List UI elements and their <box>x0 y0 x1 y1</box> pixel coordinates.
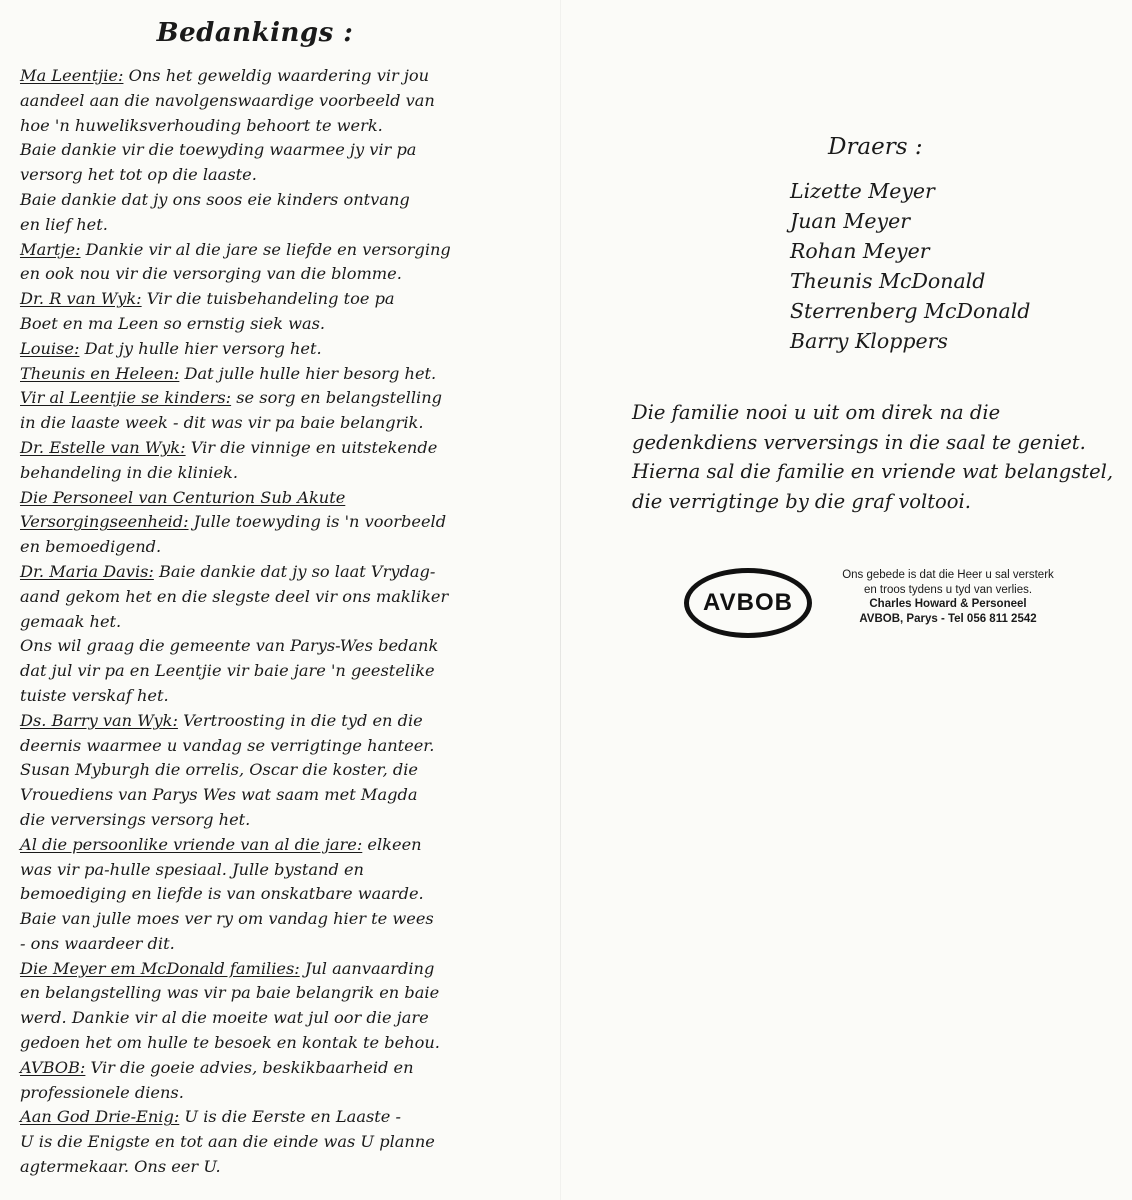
thanks-title: Bedankings : <box>156 18 354 48</box>
bearer-name: Rohan Meyer <box>790 239 930 263</box>
thanks-paragraph <box>20 64 550 238</box>
bearers-list <box>790 176 1030 356</box>
thanks-panel <box>20 18 550 1180</box>
bearer-name: Lizette Meyer <box>790 179 935 203</box>
avbob-message <box>818 568 1078 626</box>
thanks-paragraph <box>20 362 550 387</box>
thanks-recipient: Aan God Drie-Enig: <box>20 1107 180 1127</box>
thanks-paragraph <box>20 1056 550 1106</box>
avbob-logo: AVBOB <box>684 568 812 638</box>
thanks-list <box>20 64 550 1180</box>
bearer-name: Juan Meyer <box>790 209 910 233</box>
thanks-recipient: Dr. R van Wyk: <box>20 289 142 309</box>
thanks-text: Susan Myburgh die orrelis, Oscar die koster, die Vrouediens van Parys Wes wat saam met Magda die verversings versorg het. <box>20 760 418 829</box>
avbob-line: Ons gebede is dat die Heer u sal versterk <box>842 569 1054 581</box>
thanks-paragraph <box>20 957 550 1056</box>
bearer-name: Sterrenberg McDonald <box>790 299 1031 323</box>
thanks-text: Vir die vinnige en uitstekende behandeling in die kliniek. <box>20 437 438 482</box>
thanks-paragraph <box>20 833 550 957</box>
avbob-line: en troos tydens u tyd van verlies. <box>863 583 1033 596</box>
bearer-name: Theunis McDonald <box>790 269 986 293</box>
thanks-text: Ons wil graag die gemeente van Parys-Wes bedank dat jul vir pa en Leentjie vir baie jare 'n geestelike tuiste verskaf het. <box>20 636 439 705</box>
thanks-recipient: Ma Leentjie: <box>20 66 124 85</box>
thanks-recipient: Theunis en Heleen: <box>20 363 180 383</box>
thanks-recipient: Dr. Estelle van Wyk: <box>20 437 186 457</box>
thanks-paragraph <box>20 238 550 288</box>
thanks-text: Jul aanvaarding en belangstelling was vir pa baie belangrik en baie werd. Dankie vir al die moeite wat jul oor die jare gedoen het om hulle te besoek en kontak te behou. <box>20 958 440 1053</box>
thanks-recipient: AVBOB: <box>20 1057 86 1077</box>
thanks-paragraph <box>20 486 550 560</box>
thanks-paragraph <box>20 337 550 362</box>
thanks-recipient: Ds. Barry van Wyk: <box>20 710 178 730</box>
thanks-text: Baie dankie dat jy so laat Vrydag- aand gekom het en die slegste deel vir ons makliker gemaak het. <box>20 561 449 631</box>
avbob-block <box>684 568 1078 638</box>
thanks-text: se sorg en belangstelling in die laaste week - dit was vir pa baie belangrik. <box>20 388 442 433</box>
thanks-text: Dat julle hulle hier besorg het. <box>179 363 437 383</box>
thanks-paragraph <box>20 1105 550 1179</box>
thanks-paragraph <box>20 560 550 634</box>
avbob-signoff: Charles Howard & Personeel <box>869 598 1027 610</box>
thanks-paragraph <box>20 436 550 486</box>
avbob-contact: AVBOB, Parys - Tel 056 811 2542 <box>859 612 1037 625</box>
thanks-text: Vir die tuisbehandeling toe pa Boet en ma Leen so ernstig siek was. <box>20 289 395 333</box>
thanks-paragraph <box>20 287 550 337</box>
thanks-text: Dankie vir al die jare se liefde en versorging en ook nou vir die versorging van die blomme. <box>20 239 451 284</box>
thanks-paragraph <box>20 709 550 759</box>
thanks-text: Ons het geweldig waardering vir jou aandeel aan die navolgenswaardige voorbeeld van hoe 'n huweliksverhouding behoort te werk. Baie dankie vir die toewyding waarmee jy vir pa versorg het tot op die laaste. Baie dankie dat jy ons soos eie kinders ontvang en lief het. <box>20 66 435 234</box>
thanks-paragraph <box>20 386 550 436</box>
thanks-recipient: Die Personeel van Centurion Sub Akute Versorgingseenheid: <box>20 487 346 532</box>
thanks-text: Dat jy hulle hier versorg het. <box>79 338 322 358</box>
thanks-paragraph <box>20 758 550 832</box>
thanks-text: Vir die goeie advies, beskikbaarheid en professionele diens. <box>20 1057 414 1102</box>
thanks-recipient: Louise: <box>20 338 80 358</box>
bearers-title: Draers : <box>828 134 923 160</box>
thanks-recipient: Die Meyer em McDonald families: <box>20 958 300 978</box>
thanks-recipient: Martje: <box>20 239 81 259</box>
fold-line <box>560 0 561 1200</box>
thanks-recipient: Dr. Maria Davis: <box>20 561 154 581</box>
thanks-text: Vertroosting in die tyd en die deernis waarmee u vandag se verrigtinge hanteer. <box>20 710 435 755</box>
thanks-text: U is die Eerste en Laaste - U is die Enigste en tot aan die einde was U planne agtermekaar. Ons eer U. <box>20 1107 435 1177</box>
thanks-recipient: Al die persoonlike vriende van al die jare: <box>20 834 363 854</box>
invitation-text: Die familie nooi u uit om direk na die gedenkdiens verversings in die saal te geniet. Hierna sal die familie en vriende wat belangstel, die verrigtinge by die graf voltooi. <box>632 401 1114 513</box>
bearer-name: Barry Kloppers <box>790 329 948 353</box>
thanks-text: Julle toewyding is 'n voorbeeld en bemoedigend. <box>20 512 447 557</box>
thanks-recipient: Vir al Leentjie se kinders: <box>20 388 232 408</box>
thanks-text: elkeen was vir pa-hulle spesiaal. Julle bystand en bemoediging en liefde is van onskatbare waarde. Baie van julle moes ver ry om vandag hier te wees - ons waardeer dit. <box>20 834 434 953</box>
thanks-paragraph <box>20 634 550 708</box>
